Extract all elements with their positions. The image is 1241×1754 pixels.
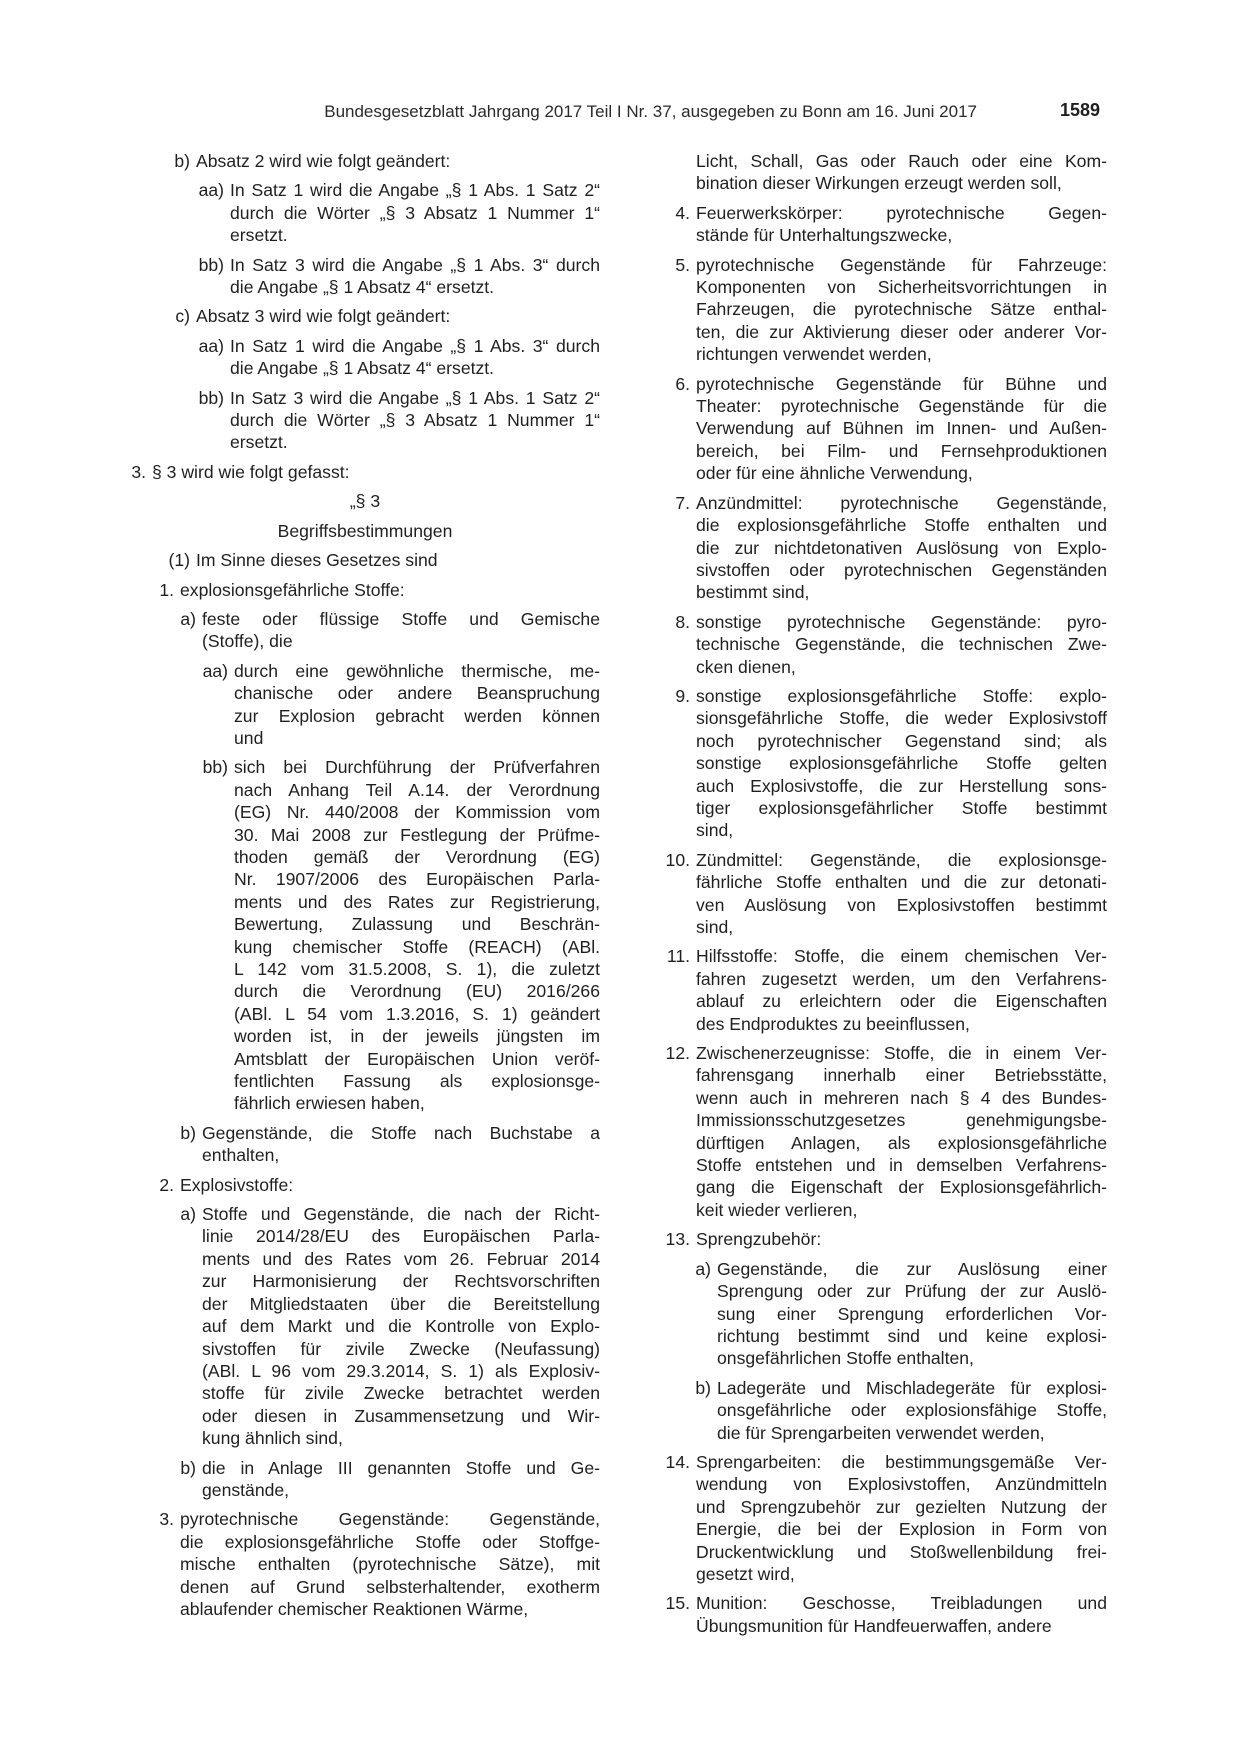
text-line: L 142 vom 31.5.2008, S. 1), die zuletzt: [234, 959, 600, 979]
text-line: § 3 wird wie folgt gefasst:: [152, 461, 350, 482]
text-line: denen auf Grund selbsterhaltender, exotherm: [180, 1576, 600, 1597]
text-line: der Mitgliedstaaten über die Bereitstellung: [202, 1293, 600, 1314]
text-line: wendung von Explosivstoffen, Anzündmitteln: [696, 1474, 1107, 1495]
item-label: bb): [198, 387, 224, 408]
item-label: aa): [198, 335, 224, 356]
item-label: bb): [202, 757, 228, 778]
text-line: zur Harmonisierung der Rechtsvorschriften: [202, 1271, 600, 1292]
text-line: (Stoffe), die: [202, 631, 293, 652]
list-item: [130, 1122, 600, 1167]
list-item: [130, 335, 600, 380]
text-line: fährliche Stoffe enthalten und die zur detonati-: [696, 872, 1107, 893]
item-label: b): [180, 1457, 196, 1478]
text-line: fahrensgang innerhalb einer Betriebsstätte,: [696, 1065, 1107, 1086]
text-line: 30. Mai 2008 zur Festlegung der Prüfme-: [234, 824, 600, 845]
section-heading: [130, 490, 600, 512]
list-item: [637, 1377, 1107, 1444]
text-line: ven Auslösung von Explosivstoffen bestimmt: [696, 894, 1107, 915]
text-line: In Satz 1 wird die Angabe „§ 1 Abs. 1 Satz 2“: [230, 180, 600, 201]
text-line: richtungen verwendet werden,: [696, 344, 932, 365]
text-line: Ladegeräte und Mischladegeräte für explosi-: [717, 1377, 1107, 1398]
item-label: 6.: [675, 373, 690, 394]
text-line: fentlichten Fassung als explosionsge-: [234, 1071, 600, 1092]
text-line: wenn auch in mehreren nach § 4 des Bundes-: [696, 1087, 1107, 1108]
item-label: b): [174, 151, 190, 171]
text-line: die explosionsgefährliche Stoffe enthalten und: [696, 515, 1107, 536]
list-item: [130, 1508, 600, 1620]
text-line: Bewertung, Zulassung und Beschrän-: [234, 914, 600, 935]
list-item: [130, 549, 600, 571]
text-line: auch Explosivstoffe, die zur Herstellung sons-: [696, 775, 1107, 796]
text-line: stoffe für zivile Zwecke betrachtet werden: [202, 1383, 600, 1404]
list-item: [637, 849, 1107, 939]
text-line: (EG) Nr. 440/2008 der Kommission vom: [234, 802, 600, 823]
left-column: [130, 150, 600, 1627]
text-line: Stoffe entstehen und in demselben Verfahrens-: [696, 1155, 1107, 1176]
item-label: 13.: [665, 1229, 690, 1250]
text-line: sonstige pyrotechnische Gegenstände: pyro-: [696, 611, 1107, 632]
text-line: mische enthalten (pyrotechnische Sätze), mit: [180, 1554, 600, 1575]
text-line: kung ähnlich sind,: [202, 1428, 343, 1449]
list-item: [130, 150, 600, 172]
item-label: bb): [198, 254, 224, 275]
text-line: keit wieder verlieren,: [696, 1199, 858, 1220]
text-line: Sprengzubehör:: [696, 1229, 822, 1250]
list-item: [637, 611, 1107, 678]
text-line: (ABl. L 96 vom 29.3.2014, S. 1) als Explosiv-: [202, 1360, 600, 1381]
text-line: linie 2014/28/EU des Europäischen Parla-: [202, 1226, 600, 1247]
list-item: [637, 150, 1107, 195]
list-item: [130, 608, 600, 653]
text-line: fährlich erwiesen haben,: [234, 1093, 425, 1114]
item-label: c): [175, 306, 190, 327]
text-line: ablaufender chemischer Reaktionen Wärme,: [180, 1598, 529, 1619]
item-label: 5.: [675, 254, 690, 275]
text-line: Zündmittel: Gegenstände, die explosionsge-: [696, 849, 1107, 870]
text-line: Gegenstände, die Stoffe nach Buchstabe a: [202, 1122, 600, 1143]
list-item: [130, 1174, 600, 1196]
text-line: zur Explosion gebracht werden können: [234, 705, 600, 726]
text-line: Zwischenerzeugnisse: Stoffe, die in einem Ver-: [696, 1043, 1107, 1064]
text-line: Begriffsbestimmungen: [277, 520, 453, 541]
item-label: 3.: [131, 461, 146, 482]
text-line: oder diesen in Zusammensetzung und Wir-: [202, 1405, 600, 1426]
text-line: Anzündmittel: pyrotechnische Gegenstände,: [696, 492, 1107, 513]
item-label: 11.: [666, 946, 690, 967]
text-line: sonstige explosionsgefährliche Stoffe gelten: [696, 753, 1107, 774]
text-line: ments und des Rates zur Registrierung,: [234, 891, 600, 912]
text-line: thoden gemäß der Verordnung (EG): [234, 846, 600, 867]
item-label: 2.: [159, 1174, 174, 1195]
item-label: a): [180, 608, 196, 629]
text-line: oder für eine ähnliche Verwendung,: [696, 463, 973, 484]
text-line: die für Sprengarbeiten verwendet werden,: [717, 1422, 1045, 1443]
list-item: [130, 461, 600, 483]
text-line: Verwendung auf Bühnen im Innen- und Außen-: [696, 418, 1107, 439]
text-line: Komponenten von Sicherheitsvorrichtungen in: [696, 277, 1107, 298]
text-line: chanische oder andere Beanspruchung: [234, 683, 600, 704]
list-item: [637, 202, 1107, 247]
text-line: die Angabe „§ 1 Absatz 4“ ersetzt.: [230, 358, 495, 379]
text-line: Druckentwicklung und Stoßwellenbildung frei-: [696, 1541, 1107, 1562]
text-line: In Satz 3 wird die Angabe „§ 1 Abs. 1 Satz 2“: [230, 387, 600, 408]
text-line: sivstoffen für zivile Zwecke (Neufassung): [202, 1338, 600, 1359]
text-line: sich bei Durchführung der Prüfverfahren: [234, 757, 600, 778]
text-line: dürftigen Anlagen, als explosionsgefährliche: [696, 1132, 1107, 1153]
list-item: [130, 305, 600, 327]
text-line: Fahrzeugen, die pyrotechnische Sätze enthal-: [696, 299, 1107, 320]
text-line: Im Sinne dieses Gesetzes sind: [196, 550, 438, 571]
list-item: [637, 254, 1107, 366]
text-line: ablauf zu erleichtern oder die Eigenschaften: [696, 991, 1107, 1012]
text-line: richtung bestimmt sind und keine explosi-: [717, 1325, 1107, 1346]
text-line: nach Anhang Teil A.14. der Verordnung: [234, 779, 600, 800]
text-line: bereich, bei Film- und Fernsehproduktionen: [696, 440, 1107, 461]
text-line: durch eine gewöhnliche thermische, me-: [234, 660, 600, 681]
list-item: [130, 1457, 600, 1502]
text-line: durch die Wörter „§ 3 Absatz 1 Nummer 1“: [230, 410, 600, 431]
text-line: die Angabe „§ 1 Absatz 4“ ersetzt.: [230, 277, 495, 298]
list-item: [130, 179, 600, 246]
item-label: a): [695, 1258, 711, 1279]
text-line: sionsgefährliche Stoffe, die weder Explosivstoff: [696, 708, 1107, 729]
text-line: „§ 3: [349, 491, 381, 512]
list-item: [637, 945, 1107, 1035]
text-line: Explosivstoffe:: [180, 1174, 294, 1195]
text-line: sonstige explosionsgefährliche Stoffe: explo-: [696, 685, 1107, 706]
text-line: onsgefährlichen Stoffe enthalten,: [717, 1348, 974, 1369]
text-line: bination dieser Wirkungen erzeugt werden soll,: [696, 173, 1062, 194]
list-item: [130, 254, 600, 299]
list-item: [130, 1203, 600, 1449]
text-line: In Satz 3 wird die Angabe „§ 1 Abs. 3“ durch: [230, 254, 600, 275]
text-line: technische Gegenstände, die technischen Zwe-: [696, 634, 1107, 655]
list-item: [637, 373, 1107, 485]
list-item: [130, 660, 600, 750]
text-line: pyrotechnische Gegenstände: Gegenstände,: [180, 1509, 600, 1530]
text-line: onsgefährliche oder explosionsfähige Stoffe,: [717, 1400, 1107, 1421]
item-label: a): [180, 1204, 196, 1225]
item-label: 7.: [675, 492, 690, 513]
text-line: In Satz 1 wird die Angabe „§ 1 Abs. 3“ durch: [230, 335, 600, 356]
text-line: Übungsmunition für Handfeuerwaffen, andere: [696, 1615, 1052, 1636]
text-line: Immissionsschutzgesetzes genehmigungsbe-: [696, 1110, 1107, 1131]
text-line: gesetzt wird,: [696, 1563, 795, 1584]
text-line: Absatz 3 wird wie folgt geändert:: [196, 306, 451, 327]
list-item: [637, 1451, 1107, 1585]
text-line: und: [234, 727, 264, 748]
text-line: Licht, Schall, Gas oder Rauch oder eine Kom-: [696, 151, 1107, 171]
item-label: 3.: [159, 1509, 174, 1530]
text-line: durch die Verordnung (EU) 2016/266: [234, 981, 600, 1002]
text-line: Sprengung oder zur Prüfung der zur Auslö-: [717, 1281, 1107, 1302]
item-label: 14.: [665, 1451, 690, 1472]
text-line: fahren zugesetzt werden, um den Verfahrens-: [696, 968, 1107, 989]
text-line: Sprengarbeiten: die bestimmungsgemäße Ver-: [696, 1451, 1107, 1472]
text-line: bestimmt sind,: [696, 582, 810, 603]
text-line: Energie, die bei der Explosion in Form von: [696, 1519, 1107, 1540]
text-line: Feuerwerkskörper: pyrotechnische Gegen-: [696, 202, 1107, 223]
text-line: kung chemischer Stoffe (REACH) (ABl.: [234, 936, 600, 957]
text-line: Gegenstände, die zur Auslösung einer: [717, 1258, 1107, 1279]
list-item: [637, 1592, 1107, 1637]
text-line: und Sprengzubehör zur gezielten Nutzung der: [696, 1496, 1107, 1517]
list-item: [637, 492, 1107, 604]
item-label: (1): [168, 550, 190, 571]
text-line: sung einer Sprengung erforderlichen Vor-: [717, 1303, 1107, 1324]
text-line: genstände,: [202, 1479, 290, 1500]
text-line: gang die Eigenschaft der Explosionsgefährlich-: [696, 1177, 1107, 1198]
page-header: [0, 100, 1241, 126]
text-line: (ABl. L 54 vom 1.3.2016, S. 1) geändert: [234, 1003, 600, 1024]
item-label: 1.: [159, 579, 174, 600]
text-line: pyrotechnische Gegenstände für Bühne und: [696, 373, 1107, 394]
text-line: enthalten,: [202, 1145, 280, 1166]
text-line: ersetzt.: [230, 432, 288, 453]
text-line: stände für Unterhaltungszwecke,: [696, 225, 953, 246]
list-item: [637, 1258, 1107, 1370]
item-label: aa): [202, 660, 228, 681]
text-line: durch die Wörter „§ 3 Absatz 1 Nummer 1“: [230, 202, 600, 223]
text-line: die in Anlage III genannten Stoffe und Ge-: [202, 1457, 600, 1478]
list-item: [130, 579, 600, 601]
list-item: [637, 1042, 1107, 1221]
item-label: b): [180, 1122, 196, 1143]
text-line: sivstoffen oder pyrotechnischen Gegenständen: [696, 559, 1107, 580]
text-line: sind,: [696, 917, 734, 937]
text-line: cken dienen,: [696, 656, 796, 677]
text-line: ersetzt.: [230, 225, 288, 246]
item-label: b): [695, 1377, 711, 1398]
item-label: 12.: [665, 1043, 690, 1064]
text-line: worden ist, in der jeweils jüngsten im: [234, 1026, 600, 1047]
section-heading: [130, 520, 600, 542]
text-line: Absatz 2 wird wie folgt geändert:: [196, 151, 451, 171]
text-line: ten, die zur Aktivierung dieser oder anderer Vor-: [696, 321, 1107, 342]
text-line: die zur nichtdetonativen Auslösung von Explo-: [696, 537, 1107, 558]
text-line: Hilfsstoffe: Stoffe, die einem chemischen Ver-: [696, 946, 1107, 967]
text-line: Stoffe und Gegenstände, die nach der Richt-: [202, 1204, 600, 1225]
text-line: explosionsgefährliche Stoffe:: [180, 579, 405, 600]
text-line: die explosionsgefährliche Stoffe oder Stoffge-: [180, 1531, 600, 1552]
text-line: ments und des Rates vom 26. Februar 2014: [202, 1248, 600, 1269]
text-line: pyrotechnische Gegenstände für Fahrzeuge:: [696, 254, 1107, 275]
right-column: [637, 150, 1107, 1644]
item-label: 4.: [675, 202, 690, 223]
item-label: 15.: [665, 1593, 690, 1614]
list-item: [130, 387, 600, 454]
item-label: aa): [198, 180, 224, 201]
header-title: Bundesgesetzblatt Jahrgang 2017 Teil I Nr. 37, ausgegeben zu Bonn am 16. Juni 2017: [324, 102, 977, 121]
item-label: 9.: [675, 685, 690, 706]
text-line: Nr. 1907/2006 des Europäischen Parla-: [234, 869, 600, 890]
text-line: sind,: [696, 820, 734, 841]
text-line: auf dem Markt und die Kontrolle von Explo-: [202, 1316, 600, 1337]
text-line: noch pyrotechnischer Gegenstand sind; als: [696, 730, 1107, 751]
text-line: Munition: Geschosse, Treibladungen und: [696, 1593, 1107, 1614]
list-item: [130, 756, 600, 1115]
text-line: des Endproduktes zu beeinflussen,: [696, 1013, 970, 1034]
list-item: [637, 1228, 1107, 1250]
text-line: tiger explosionsgefährlicher Stoffe bestimmt: [696, 797, 1107, 818]
page-number: 1589: [1059, 100, 1100, 120]
item-label: 10.: [665, 849, 690, 870]
text-line: feste oder flüssige Stoffe und Gemische: [202, 608, 600, 629]
list-item: [637, 685, 1107, 842]
text-line: Amtsblatt der Europäischen Union veröf-: [234, 1048, 600, 1069]
item-label: 8.: [675, 611, 690, 632]
text-line: Theater: pyrotechnische Gegenstände für die: [696, 396, 1107, 417]
